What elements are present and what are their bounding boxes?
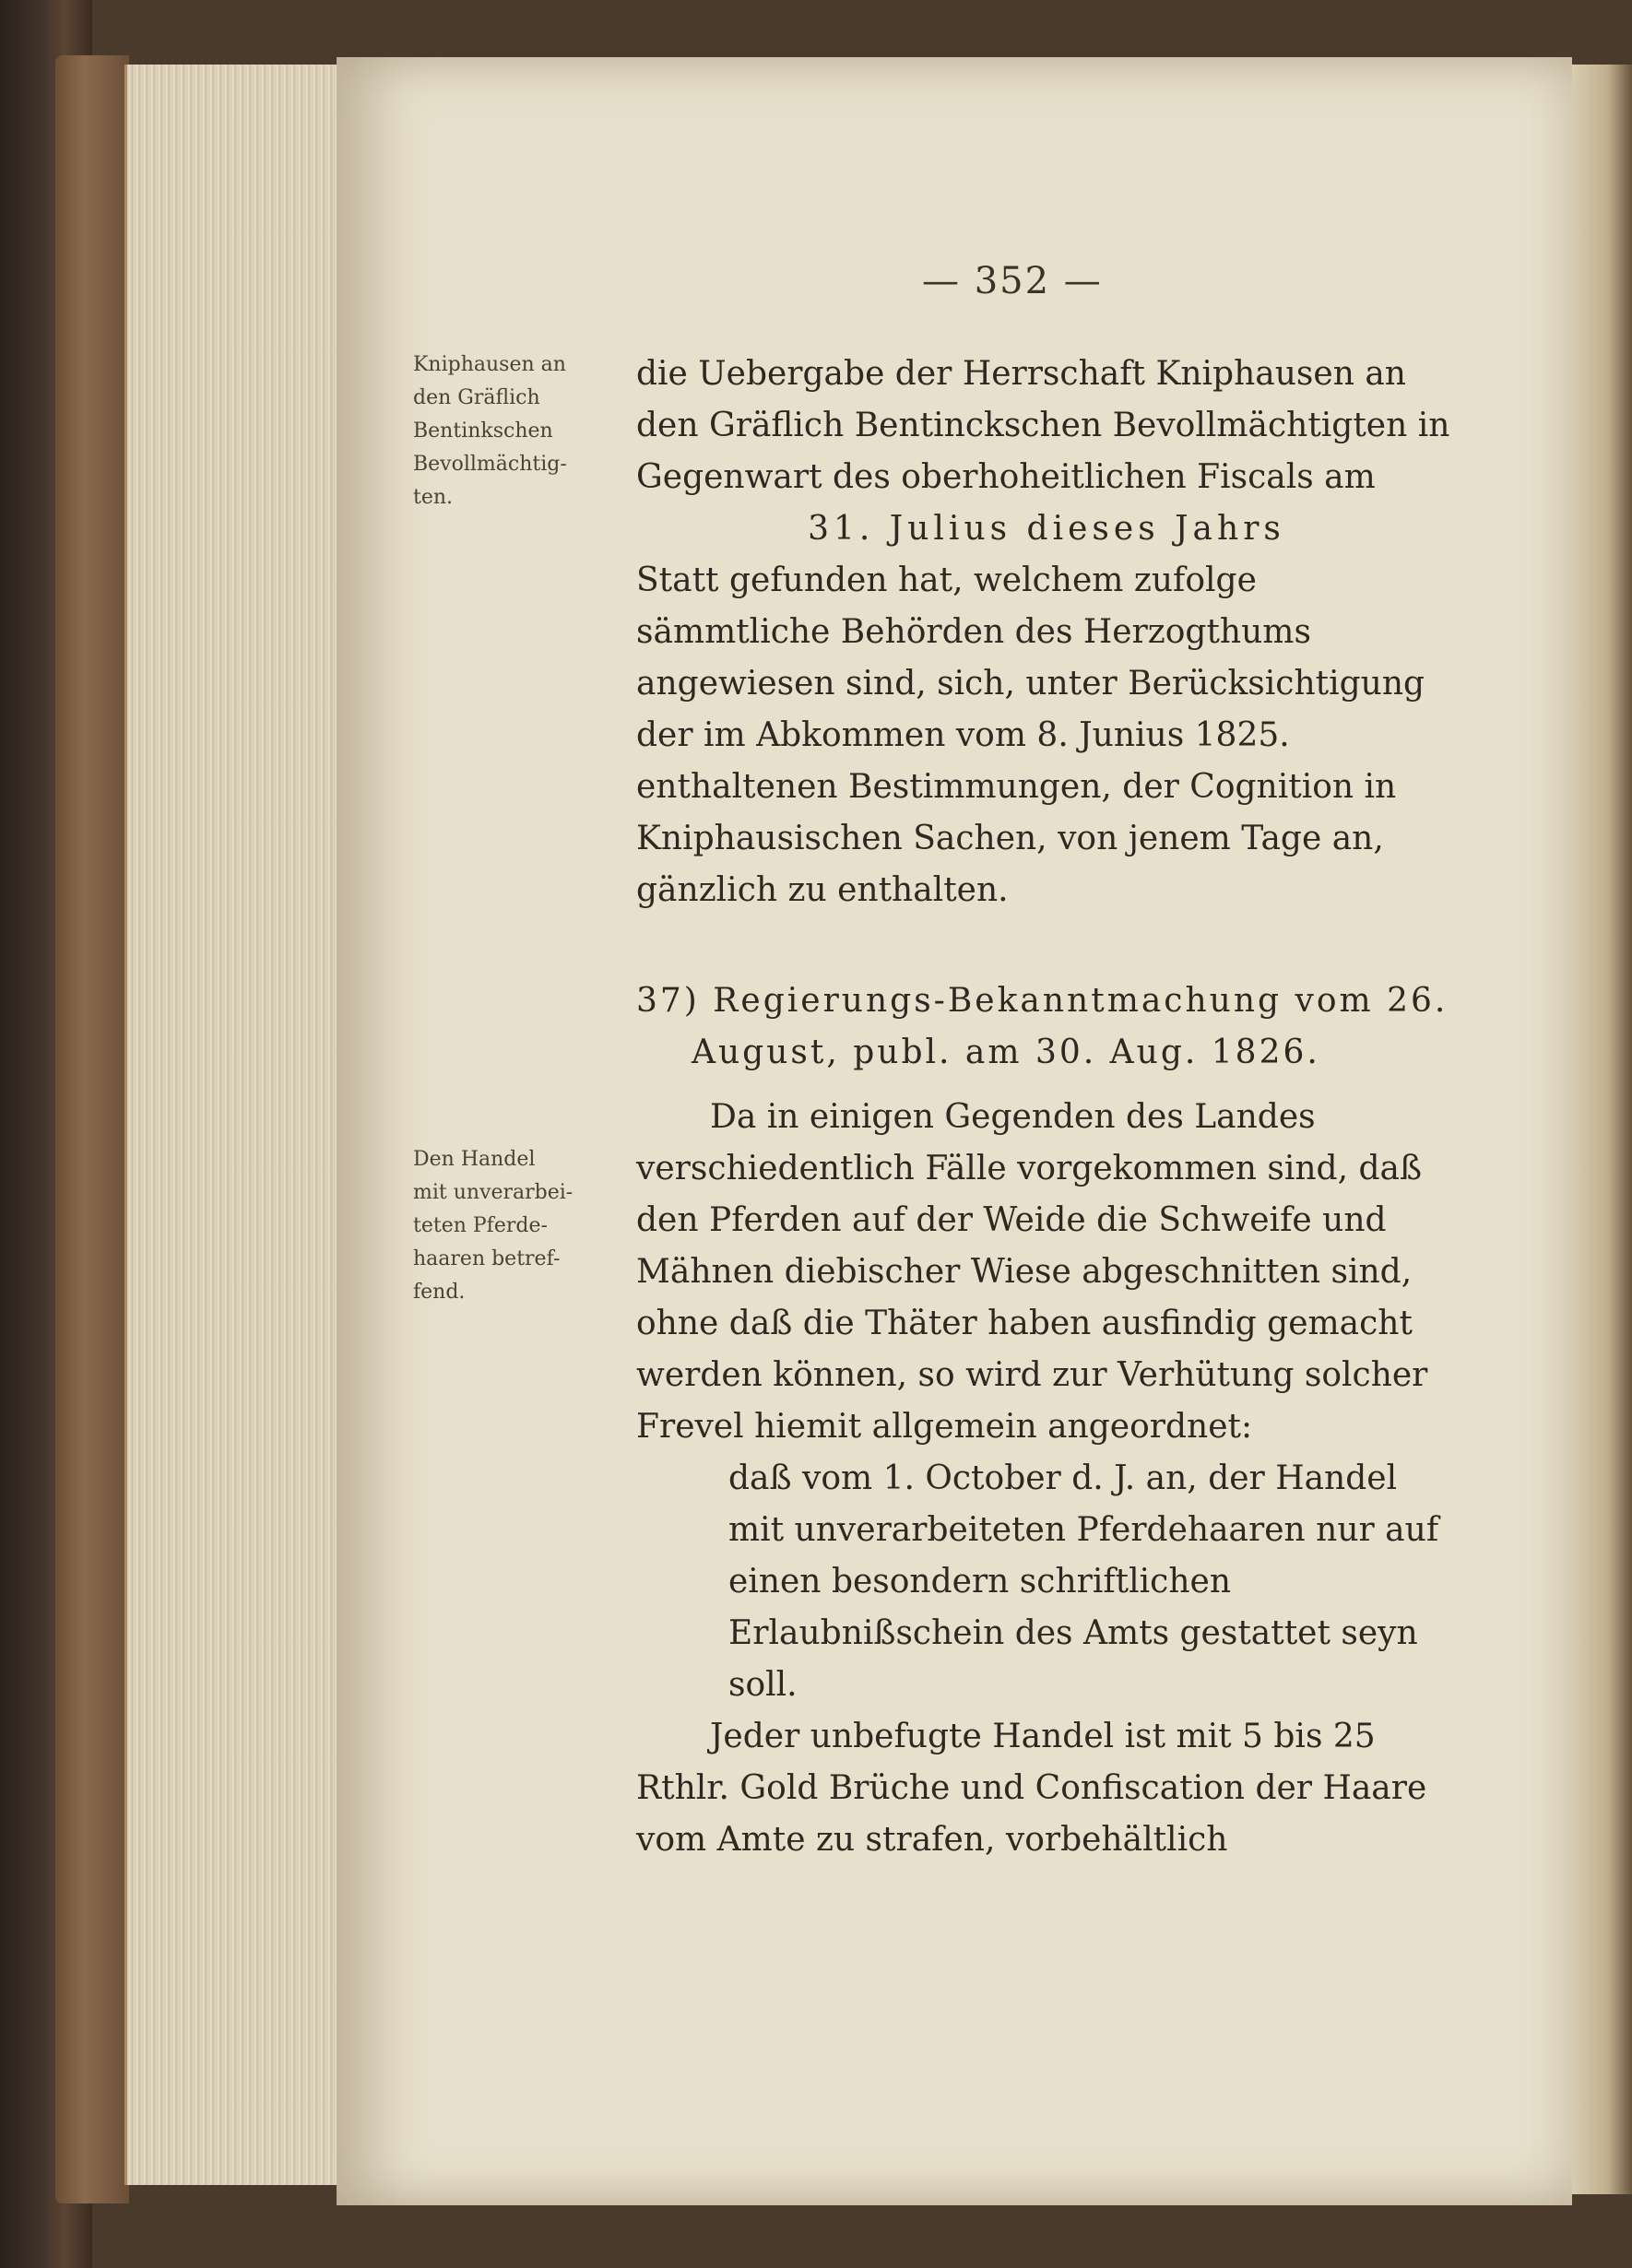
section2-paragraph-2: Jeder unbefugte Handel ist mit 5 bis 25 Rthlr. Gold Brüche und Confiscation der Haare vom Amte zu strafen, vorbehältlich: [636, 1718, 1427, 1859]
section2-decree: daß vom 1. October d. J. an, der Handel mit unverarbeiteten Pferdehaaren nur auf einen besondern schriftlichen Erlaubnißschein des Amts gestattet seyn soll.: [728, 1459, 1439, 1704]
section-kniphausen: [636, 348, 1457, 916]
section2-heading: 37) Regierungs-Bekanntmachung vom 26. August, publ. am 30. Aug. 1826.: [636, 982, 1449, 1071]
section2-paragraph-1: Da in einigen Gegenden des Landes verschiedentlich Fälle vorgekommen sind, daß den Pferden auf der Weide die Schweife und Mähnen diebischer Wiese abgeschnitten sind, ohne daß die Thäter haben ausfindig gemacht werden können, so wird zur Verhütung solcher Frevel hiemit allgemein angeordnet:: [636, 1098, 1428, 1446]
book-cover-edge: [55, 55, 129, 2203]
facing-page-edge: [1572, 65, 1632, 2194]
section1-opening: die Uebergabe der Herrschaft Kniphausen an den Gräflich Bentinckschen Bevollmächtigten in Gegenwart des oberhoheitlichen Fiscals am: [636, 355, 1450, 496]
margin-note-kniphausen: Kniphausen an den Gräflich Bentinkschen Bevollmächtig- ten.: [413, 353, 567, 509]
page-stack: [124, 65, 339, 2185]
section1-date-line: 31. Julius dieses Jahrs: [808, 510, 1285, 548]
section-37: [636, 975, 1457, 1866]
section1-body: Statt gefunden hat, welchem zufolge sämmtliche Behörden des Herzogthums angewiesen sind, sich, unter Berücksichtigung der im Abkommen vom 8. Junius 1825. enthaltenen Bestimmungen, der Cognition in Kniphausischen Sachen, von jenem Tage an, gänzlich zu enthalten.: [636, 561, 1425, 909]
page-number: — 352 —: [922, 260, 1103, 302]
margin-note-pferdehaare: Den Handel mit unverarbei- teten Pferde- haaren betref- fend.: [413, 1148, 574, 1304]
